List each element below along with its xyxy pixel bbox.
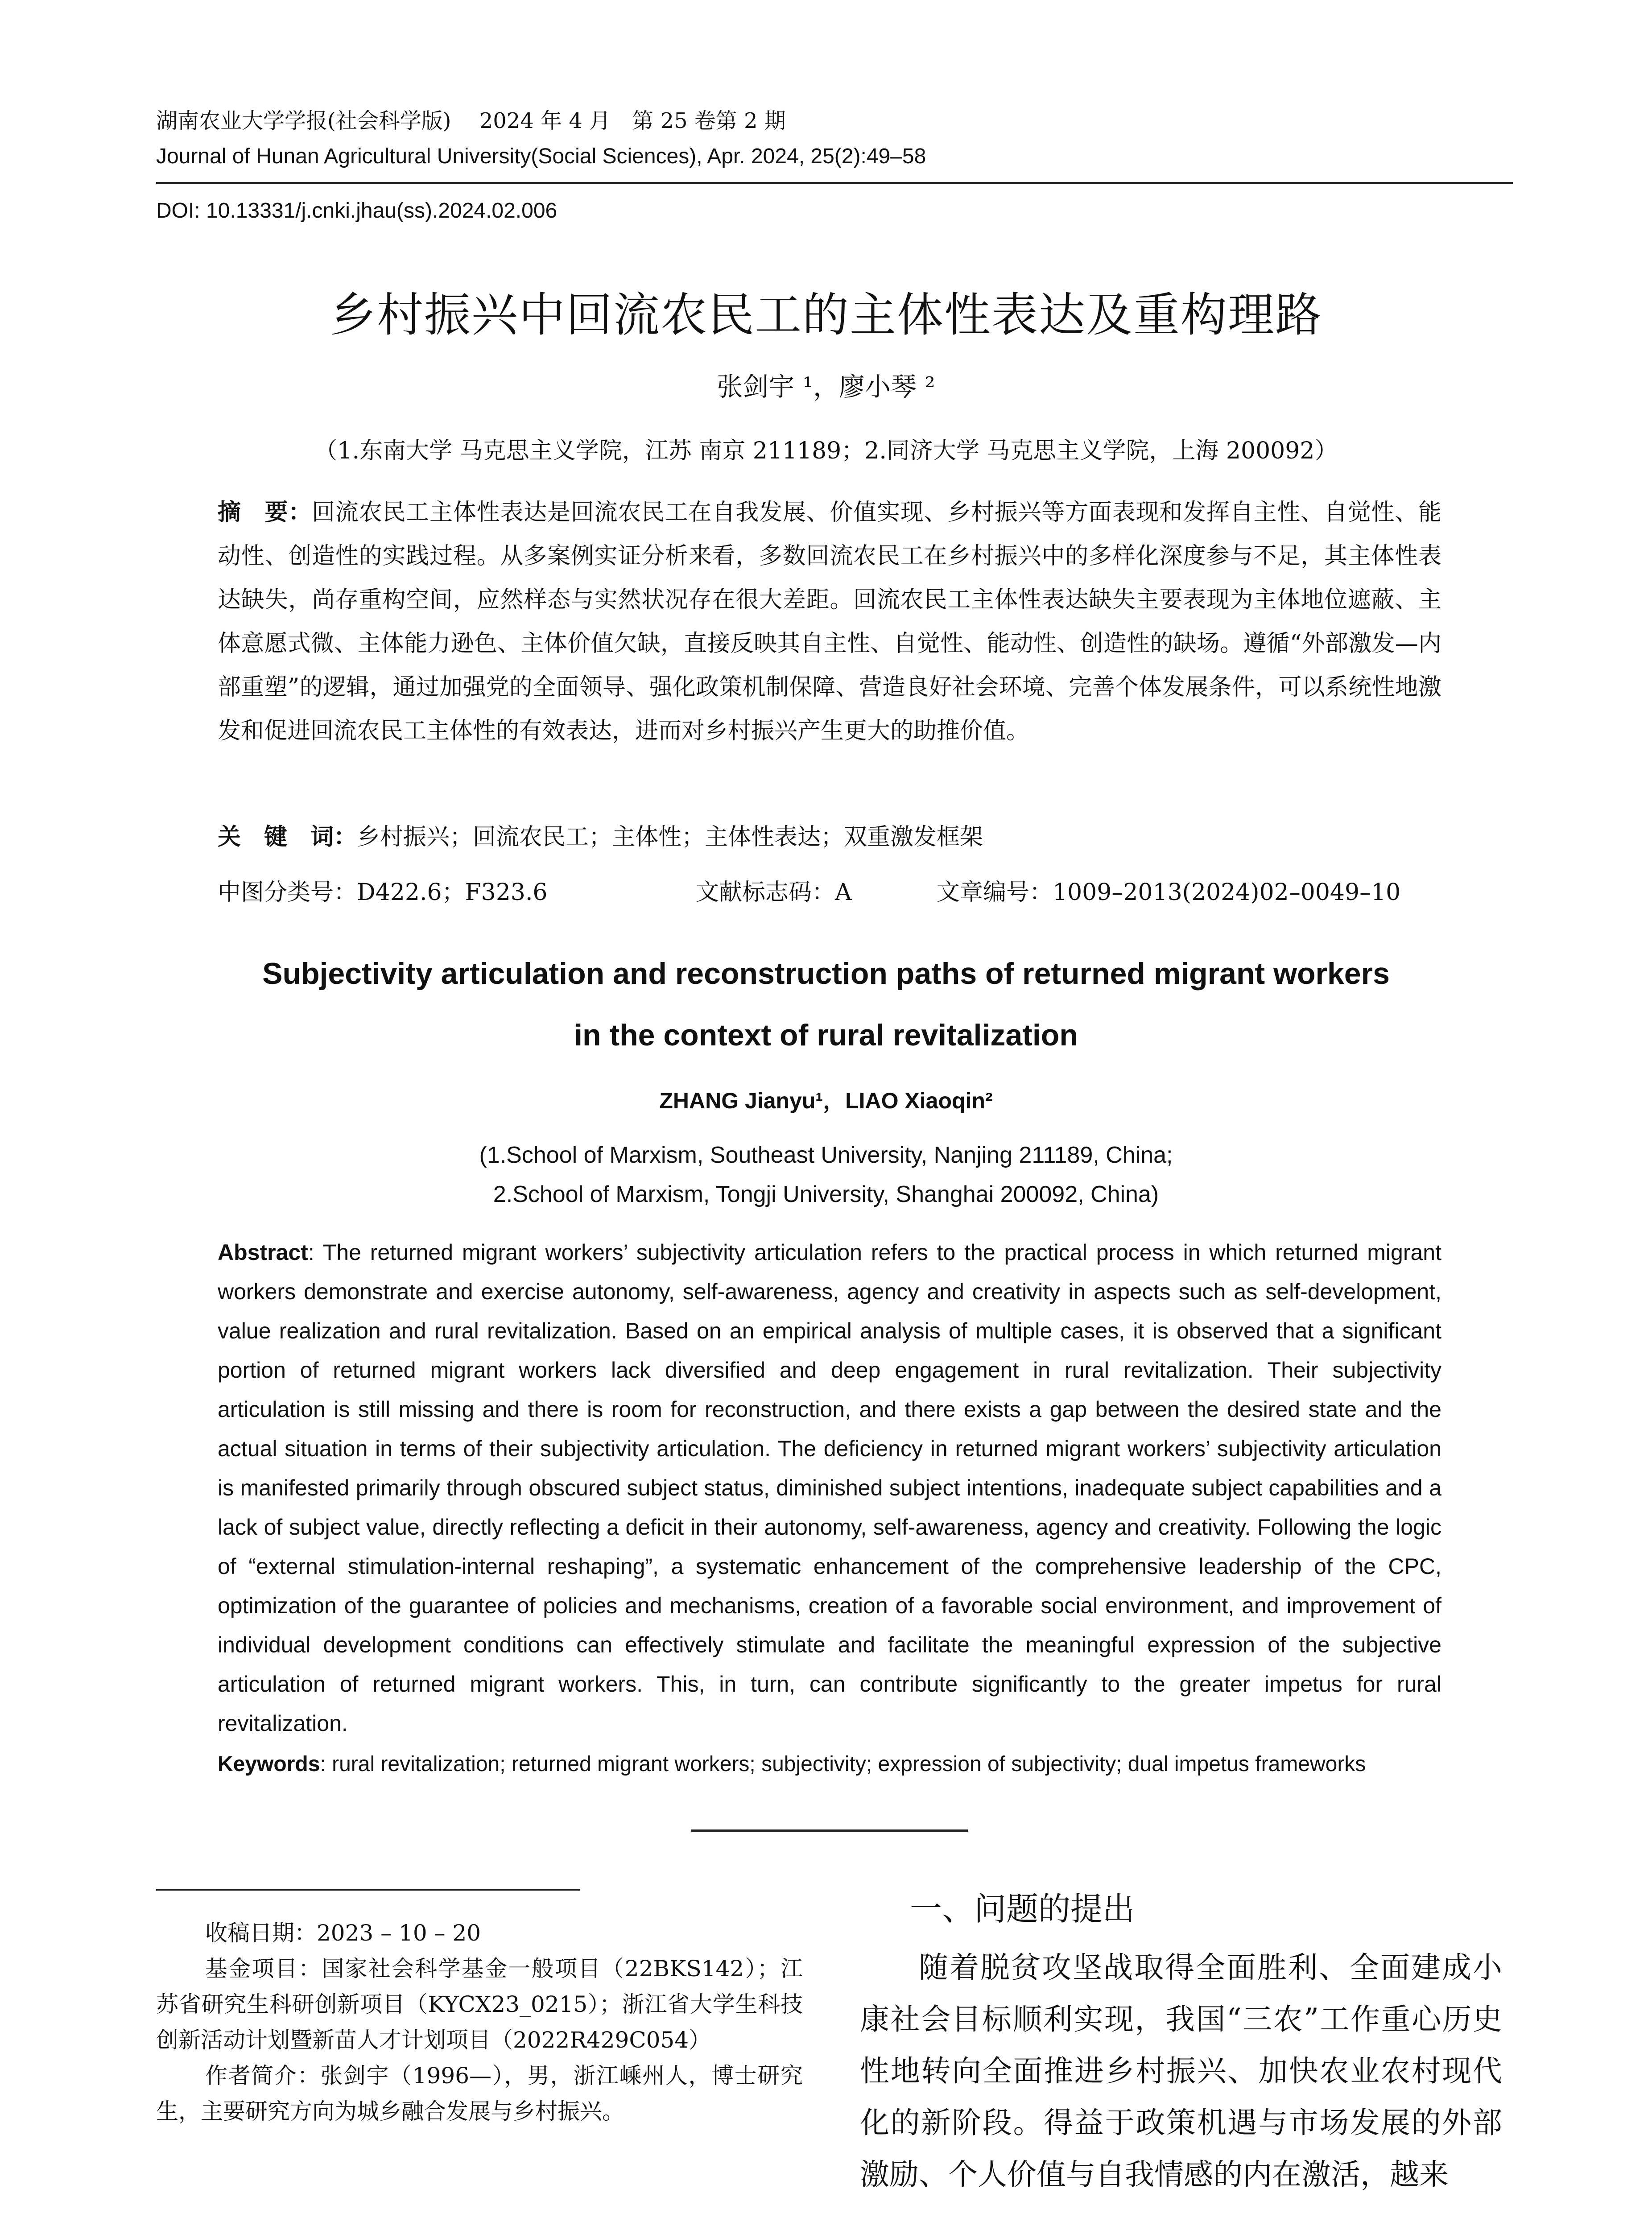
author-bio-text: 张剑宇（1996—），男，浙江嵊州人，博士研究生，主要研究方向为城乡融合发展与乡村振兴。 [156, 2063, 803, 2124]
journal-header-en: Journal of Hunan Agricultural University(Social Sciences), Apr. 2024, 25(2):49–58 [156, 145, 926, 168]
footnote-rule [156, 1889, 580, 1891]
en-abstract-label: Abstract [218, 1240, 308, 1265]
footnotes [156, 1915, 803, 2129]
received-date: 收稿日期：2023 – 10 – 20 [205, 1920, 481, 1946]
section-divider [691, 1829, 968, 1832]
en-keywords [218, 1752, 1511, 1776]
en-title-line2: in the context of rural revitalization [574, 1018, 1078, 1052]
document-code: 文献标志码：A [696, 879, 852, 906]
en-authors: ZHANG Jianyu¹，LIAO Xiaoqin² [659, 1088, 993, 1113]
author-bio [156, 2058, 803, 2129]
en-affiliation-line2: 2.School of Marxism, Tongji University, Shanghai 200092, China) [493, 1181, 1159, 1207]
clc-number: 中图分类号：D422.6；F323.6 [218, 879, 548, 906]
en-affiliation-line1: (1.School of Marxism, Southeast University, Nanjing 211189, China; [479, 1142, 1173, 1168]
cn-keywords-text: 乡村振兴；回流农民工；主体性；主体性表达；双重激发框架 [357, 824, 983, 851]
author-bio-label: 作者简介： [205, 2063, 321, 2089]
cn-keywords [218, 818, 983, 851]
cn-abstract-text: 回流农民工主体性表达是回流农民工在自我发展、价值实现、乡村振兴等方面表现和发挥自主性、自觉性、能动性、创造性的实践过程。从多案例实证分析来看，多数回流农民工在乡村振兴中的多样化深度参与不足，其主体性表达缺失，尚存重构空间，应然样态与实然状况存在很大差距。回流农民工主体性表达缺失主要表现为主体地位遮蔽、主体意愿式微、主体能力逊色、主体价值欠缺，直接反映其自主性、自觉性、能动性、创造性的缺场。遵循“外部激发—内部重塑”的逻辑，通过加强党的全面领导、强化政策机制保障、营造良好社会环境、完善个体发展条件，可以系统性地激发和促进回流农民工主体性的有效表达，进而对乡村振兴产生更大的助推价值。 [218, 499, 1441, 744]
cn-abstract [218, 491, 1441, 753]
body-paragraph: 随着脱贫攻坚战取得全面胜利、全面建成小康社会目标顺利实现，我国“三农”工作重心历史性地转向全面推进乡村振兴、加快农业农村现代化的新阶段。得益于政策机遇与市场发展的外部激励、个人价值与自我情感的内在激活，越来 [860, 1950, 1502, 2192]
article-number: 文章编号：1009–2013(2024)02–0049–10 [937, 879, 1401, 906]
en-abstract [218, 1233, 1441, 1743]
cn-abstract-label: 摘 要： [218, 499, 312, 526]
funding-text: 国家社会科学基金一般项目（22BKS142）；江苏省研究生科研创新项目（KYCX23_0215）；浙江省大学生科技创新活动计划暨新苗人才计划项目（2022R429C054） [156, 1956, 803, 2053]
en-keywords-text: : rural revitalization; returned migrant workers; subjectivity; expression of subjectivity; dual impetus frameworks [320, 1752, 1366, 1776]
en-keywords-label: Keywords [218, 1752, 320, 1776]
funding-note [156, 1951, 803, 2058]
section-heading: 一、问题的提出 [910, 1891, 1135, 1927]
en-title-line1: Subjectivity articulation and reconstruction paths of returned migrant workers [262, 957, 1390, 991]
en-abstract-text: : The returned migrant workers’ subjectivity articulation refers to the practical process in which returned migrant workers demonstrate and exercise autonomy, self-awareness, agency and creativity in aspects such as self-development, value realization and rural revitalization. Based on an empirical analysis of multiple cases, it is observed that a significant portion of returned migrant workers lack diversified and deep engagement in rural revitalization. Their subjectivity articulation is still missing and there is room for reconstruction, and there exists a gap between the desired state and the actual situation in terms of their subjectivity articulation. The deficiency in returned migrant workers’ subjectivity articulation is manifested primarily through obscured subject status, diminished subject intentions, inadequate subject capabilities and a lack of subject value, directly reflecting a deficit in their autonomy, self-awareness, agency and creativity. Following the logic of “external stimulation-internal reshaping”, a systematic enhancement of the comprehensive leadership of the CPC, optimization of the guarantee of policies and mechanisms, creation of a favorable social environment, and improvement of individual development conditions can effectively stimulate and facilitate the meaningful expression of the subjective articulation of returned migrant workers. This, in turn, can contribute significantly to the greater impetus for rural revitalization. [218, 1240, 1441, 1736]
funding-label: 基金项目： [205, 1956, 322, 1982]
journal-header-cn: 湖南农业大学学报(社会科学版) 2024 年 4 月 第 25 卷第 2 期 [156, 108, 786, 133]
doi-line: DOI: 10.13331/j.cnki.jhau(ss).2024.02.006 [156, 199, 558, 223]
page-title: 乡村振兴中回流农民工的主体性表达及重构理路 [329, 288, 1322, 342]
cn-keywords-label: 关 键 词： [218, 823, 357, 851]
header-rule [156, 182, 1513, 184]
cn-authors: 张剑宇 ¹，廖小琴 ² [717, 372, 935, 402]
cn-affiliation: （1.东南大学 马克思主义学院，江苏 南京 211189；2.同济大学 马克思主义学院，上海 200092） [314, 438, 1338, 464]
